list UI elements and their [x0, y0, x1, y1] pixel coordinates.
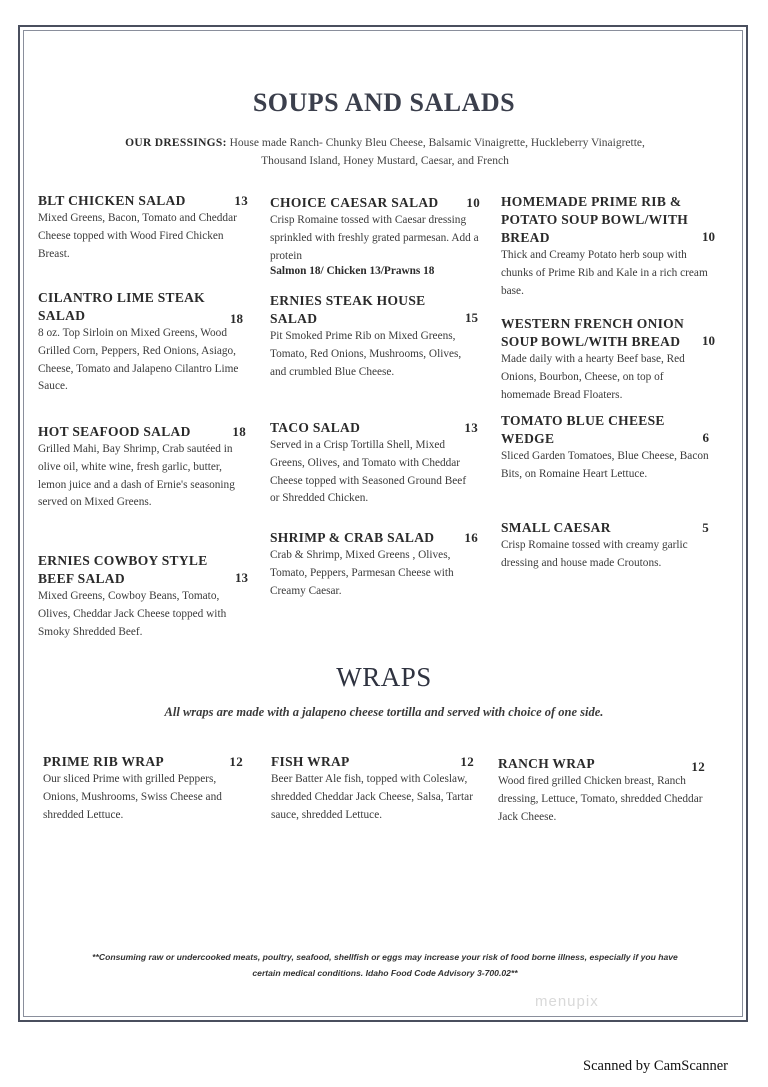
scanner-credit: Scanned by CamScanner	[583, 1058, 728, 1074]
menu-item-western-french-onion-soup	[501, 315, 715, 404]
soups-salads-title: SOUPS AND SALADS	[252, 88, 516, 117]
item-description: 8 oz. Top Sirloin on Mixed Greens, Wood Grilled Corn, Peppers, Red Onions, Asiago, Cheese, Tomato and Jalapeno Cilantro Lime Sauce.	[38, 327, 239, 393]
item-description: Wood fired grilled Chicken breast, Ranch dressing, Lettuce, Tomato, shredded Cheddar Jack Cheese.	[498, 775, 703, 823]
menupix-watermark: menupix	[535, 993, 599, 1010]
item-description: Pit Smoked Prime Rib on Mixed Greens, Tomato, Red Onions, Mushrooms, Olives, and crumbled Blue Cheese.	[270, 330, 462, 378]
item-price: 16	[464, 530, 478, 545]
menu-item-hot-seafood-salad	[38, 423, 246, 512]
item-price: 13	[464, 420, 478, 435]
food-code-advisory	[40, 949, 730, 981]
menu-item-fish-wrap	[271, 753, 474, 824]
wraps-title: WRAPS	[336, 662, 432, 692]
item-price: 12	[460, 754, 474, 769]
dressings-line	[40, 134, 730, 170]
item-name: HOMEMADE PRIME RIB & POTATO SOUP BOWL/WITH BREAD	[501, 194, 689, 245]
item-name: TACO SALAD	[270, 420, 361, 435]
item-description: Served in a Crisp Tortilla Shell, Mixed Greens, Olives, and Tomato with Cheddar Cheese topped with Seasoned Ground Beef or Shredded Chicken.	[270, 439, 467, 505]
menu-item-ranch-wrap	[498, 755, 705, 826]
item-price: 12	[691, 759, 705, 774]
protein-options: Salmon 18/ Chicken 13/Prawns 18	[270, 265, 435, 278]
menu-item-blt-chicken-salad	[38, 192, 248, 263]
item-price: 18	[230, 311, 243, 326]
item-price: 10	[702, 229, 715, 244]
dressings-text-2: Thousand Island, Honey Mustard, Caesar, and French	[261, 155, 509, 167]
item-name: CILANTRO LIME STEAK SALAD	[38, 290, 205, 323]
dressings-label: OUR DRESSINGS:	[125, 137, 227, 149]
item-name: ERNIES COWBOY STYLE BEEF SALAD	[38, 553, 208, 586]
item-description: Made daily with a hearty Beef base, Red Onions, Bourbon, Cheese, on top of homemade Bread Floaters.	[501, 353, 685, 401]
menu-item-prime-rib-wrap	[43, 753, 243, 824]
item-description: Crisp Romaine tossed with creamy garlic dressing and house made Croutons.	[501, 539, 688, 569]
footnote-line-1: **Consuming raw or undercooked meats, poultry, seafood, shellfish or eggs may increase your risk of food borne illness, especially if you have	[92, 952, 678, 962]
item-name: SMALL CAESAR	[501, 520, 611, 535]
item-description: Mixed Greens, Bacon, Tomato and Cheddar Cheese topped with Wood Fired Chicken Breast.	[38, 212, 237, 260]
item-price: 12	[229, 754, 243, 769]
item-price: 13	[235, 570, 248, 585]
item-description: Grilled Mahi, Bay Shrimp, Crab sautéed in olive oil, white wine, fresh garlic, butter, lemon juice and a dash of Ernie's seasoning served on Mixed Greens.	[38, 443, 235, 509]
item-name: RANCH WRAP	[498, 756, 595, 771]
item-price: 18	[232, 424, 246, 439]
menu-item-tomato-blue-cheese-wedge	[501, 412, 715, 484]
menu-item-small-caesar	[501, 519, 715, 573]
menu-item-prime-rib-potato-soup	[501, 193, 715, 300]
item-description: Mixed Greens, Cowboy Beans, Tomato, Olives, Cheddar Jack Cheese topped with Smoky Shredded Beef.	[38, 590, 227, 638]
item-description: Beer Batter Ale fish, topped with Coleslaw, shredded Cheddar Jack Cheese, Salsa, Tartar sauce, shredded Lettuce.	[271, 773, 473, 821]
menu-item-shrimp-crab-salad	[270, 529, 478, 600]
item-name: TOMATO BLUE CHEESE WEDGE	[501, 413, 665, 446]
item-description: Crab & Shrimp, Mixed Greens , Olives, Tomato, Peppers, Parmesan Cheese with Creamy Caesar.	[270, 549, 454, 597]
item-price: 10	[702, 333, 715, 348]
item-name: BLT CHICKEN SALAD	[38, 193, 186, 208]
menu-item-ernies-steak-house-salad	[270, 292, 478, 381]
menu-item-choice-caesar-salad	[270, 194, 480, 277]
item-description: Our sliced Prime with grilled Peppers, Onions, Mushrooms, Swiss Cheese and shredded Lettuce.	[43, 773, 222, 821]
item-price: 6	[702, 430, 709, 445]
dressings-text-1: House made Ranch- Chunky Bleu Cheese, Balsamic Vinaigrette, Huckleberry Vinaigrette,	[226, 137, 645, 149]
item-description: Thick and Creamy Potato herb soup with chunks of Prime Rib and Kale in a rich cream base.	[501, 249, 708, 297]
footnote-line-2: certain medical conditions. Idaho Food Code Advisory 3-700.02**	[252, 968, 518, 978]
item-name: CHOICE CAESAR SALAD	[270, 195, 439, 210]
item-name: FISH WRAP	[271, 754, 350, 769]
menu-item-ernies-cowboy-style-beef-salad	[38, 552, 248, 641]
item-name: SHRIMP & CRAB SALAD	[270, 530, 435, 545]
wraps-note: All wraps are made with a jalapeno cheese tortilla and served with choice of one side.	[164, 705, 604, 719]
item-name: HOT SEAFOOD SALAD	[38, 424, 191, 439]
item-price: 15	[465, 310, 478, 325]
item-price: 5	[702, 520, 709, 535]
item-price: 13	[234, 193, 248, 208]
item-description: Crisp Romaine tossed with Caesar dressing sprinkled with freshly grated parmesan. Add a protein	[270, 214, 479, 262]
item-description: Sliced Garden Tomatoes, Blue Cheese, Bacon Bits, on Romaine Heart Lettuce.	[501, 450, 709, 480]
item-name: PRIME RIB WRAP	[43, 754, 164, 769]
item-name: ERNIES STEAK HOUSE SALAD	[270, 293, 426, 326]
menu-item-cilantro-lime-steak-salad	[38, 289, 243, 396]
item-name: WESTERN FRENCH ONION SOUP BOWL/WITH BREAD	[501, 316, 685, 349]
item-price: 10	[466, 195, 480, 210]
menu-item-taco-salad	[270, 419, 478, 508]
